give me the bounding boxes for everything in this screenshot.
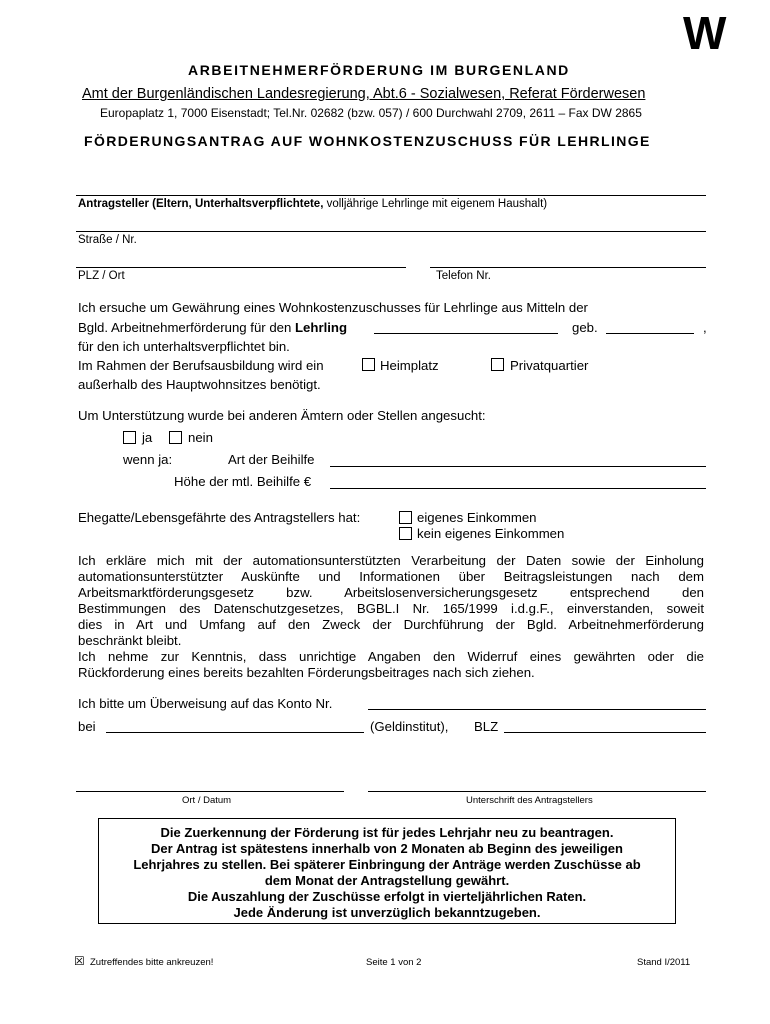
blz-label: BLZ: [474, 719, 499, 734]
aid-amount-label: Höhe der mtl. Beihilfe €: [174, 474, 312, 489]
form-code-letter: W: [683, 7, 727, 59]
applicant-label-normal: volljährige Lehrlinge mit eigenem Haushalt): [323, 198, 548, 210]
form-title: FÖRDERUNGSANTRAG AUF WOHNKOSTENZUSCHUSS FÜR LEHRLINGE: [84, 133, 651, 149]
if-yes-label: wenn ja:: [123, 452, 173, 467]
born-comma: ,: [703, 320, 707, 335]
support-yes-checkbox[interactable]: [123, 431, 136, 444]
born-label: geb.: [572, 320, 598, 335]
notice-line: Jede Änderung ist unverzüglich bekanntzugeben.: [233, 905, 541, 920]
blz-field[interactable]: [504, 732, 706, 733]
support-no-label: nein: [188, 430, 213, 445]
notice-line: dem Monat der Antragstellung gewährt.: [264, 873, 510, 888]
form-version: Stand I/2011: [637, 957, 691, 968]
own-income-label: eigenes Einkommen: [417, 510, 537, 525]
bank-at-label: bei: [78, 719, 96, 734]
page-number: Seite 1 von 2: [366, 957, 422, 968]
footer-hint: Zutreffendes bitte ankreuzen!: [90, 957, 214, 968]
request-line-2-prefix: Bgld. Arbeitnehmerförderung für den: [78, 320, 295, 335]
signature-label: Unterschrift des Antragstellers: [466, 795, 593, 806]
declaration-line: Ich nehme zur Kenntnis, dass unrichtige Angaben den Widerruf eines gewährten oder die: [78, 649, 704, 664]
private-quarters-checkbox[interactable]: [491, 358, 504, 371]
notice-line: Die Zuerkennung der Förderung ist für jedes Lehrjahr neu zu beantragen.: [160, 825, 614, 840]
notice-line: Der Antrag ist spätestens innerhalb von 2 Monaten ab Beginn des jeweiligen: [151, 841, 623, 856]
phone-label: Telefon Nr.: [436, 270, 491, 282]
declaration-line: Rückforderung eines bereits bezahlten Förderungsbeitrages nach sich ziehen.: [78, 665, 535, 680]
applicant-label: [78, 198, 547, 210]
street-field[interactable]: [76, 267, 406, 268]
aid-type-field[interactable]: [330, 466, 706, 467]
street-field-right[interactable]: [430, 267, 706, 268]
support-question: Um Unterstützung wurde bei anderen Ämtern oder Stellen angesucht:: [78, 408, 486, 423]
declaration-line: Ich erkläre mich mit der automationsunterstützten Verarbeitung der Daten sowie der Einholung: [78, 553, 704, 568]
signature-field[interactable]: [368, 791, 706, 792]
apprentice-label: Lehrling: [295, 320, 348, 335]
support-no-checkbox[interactable]: [169, 431, 182, 444]
declaration-line: dies in Art und Umfang auf den Zweck der Durchführung der Bgld. Arbeitnehmerförderung: [78, 617, 704, 632]
birthdate-field[interactable]: [606, 333, 694, 334]
notice-line: Lehrjahres zu stellen. Bei späterer Einbringung der Anträge werden Zuschüsse ab: [133, 857, 641, 872]
zip-city-label: PLZ / Ort: [78, 270, 125, 282]
request-line-3: für den ich unterhaltsverpflichtet bin.: [78, 339, 290, 354]
account-number-field[interactable]: [368, 709, 706, 710]
bank-name-field[interactable]: [106, 732, 364, 733]
declaration-line: Arbeitsmarktförderungsgesetz bzw. Arbeitslosenversicherungsgesetz entsprechend den: [78, 585, 704, 600]
declaration-line: Bestimmungen des Datenschutzgesetzes, BGBL.I Nr. 165/1999 i.d.g.F., einverstanden, soweit: [78, 601, 704, 616]
support-yes-label: ja: [142, 430, 153, 445]
request-line-5: außerhalb des Hauptwohnsitzes benötigt.: [78, 377, 321, 392]
place-date-field[interactable]: [76, 791, 344, 792]
account-label: Ich bitte um Überweisung auf das Konto Nr.: [78, 696, 333, 711]
aid-type-label: Art der Beihilfe: [228, 452, 315, 467]
private-quarters-label: Privatquartier: [510, 358, 589, 373]
declaration-line: automationsunterstützter Auskünfte und Informationen über Beitragsleistungen nach dem: [78, 569, 704, 584]
place-date-label: Ort / Datum: [182, 795, 232, 806]
request-line-2: [78, 320, 347, 335]
bank-institute-label: (Geldinstitut),: [370, 719, 449, 734]
checked-box-icon: ☒: [74, 954, 85, 968]
apprentice-name-field[interactable]: [374, 333, 558, 334]
dorm-checkbox[interactable]: [362, 358, 375, 371]
applicant-name-field[interactable]: [76, 231, 706, 232]
notice-box: [98, 818, 676, 924]
address-line: Europaplatz 1, 7000 Eisenstadt; Tel.Nr. 02682 (bzw. 057) / 600 Durchwahl 2709, 2611 – Fax DW 2865: [100, 106, 642, 120]
applicant-top-line: [76, 195, 706, 196]
spouse-label: Ehegatte/Lebensgefährte des Antragstellers hat:: [78, 510, 361, 525]
aid-amount-field[interactable]: [330, 488, 706, 489]
department-line: Amt der Burgenländischen Landesregierung, Abt.6 - Sozialwesen, Referat Förderwesen: [82, 86, 646, 102]
notice-line: Die Auszahlung der Zuschüsse erfolgt in vierteljährlichen Raten.: [187, 889, 587, 904]
organization-title: ARBEITNEHMERFÖRDERUNG IM BURGENLAND: [188, 62, 570, 78]
no-income-checkbox[interactable]: [399, 527, 412, 540]
street-label: Straße / Nr.: [78, 234, 137, 246]
own-income-checkbox[interactable]: [399, 511, 412, 524]
dorm-label: Heimplatz: [380, 358, 439, 373]
request-line-4: Im Rahmen der Berufsausbildung wird ein: [78, 358, 324, 373]
request-line-1: Ich ersuche um Gewährung eines Wohnkostenzuschusses für Lehrlinge aus Mitteln der: [78, 300, 588, 315]
applicant-label-bold: Antragsteller (Eltern, Unterhaltsverpflichtete,: [78, 198, 324, 210]
declaration-line: beschränkt bleibt.: [78, 633, 182, 648]
no-income-label: kein eigenes Einkommen: [417, 526, 565, 541]
